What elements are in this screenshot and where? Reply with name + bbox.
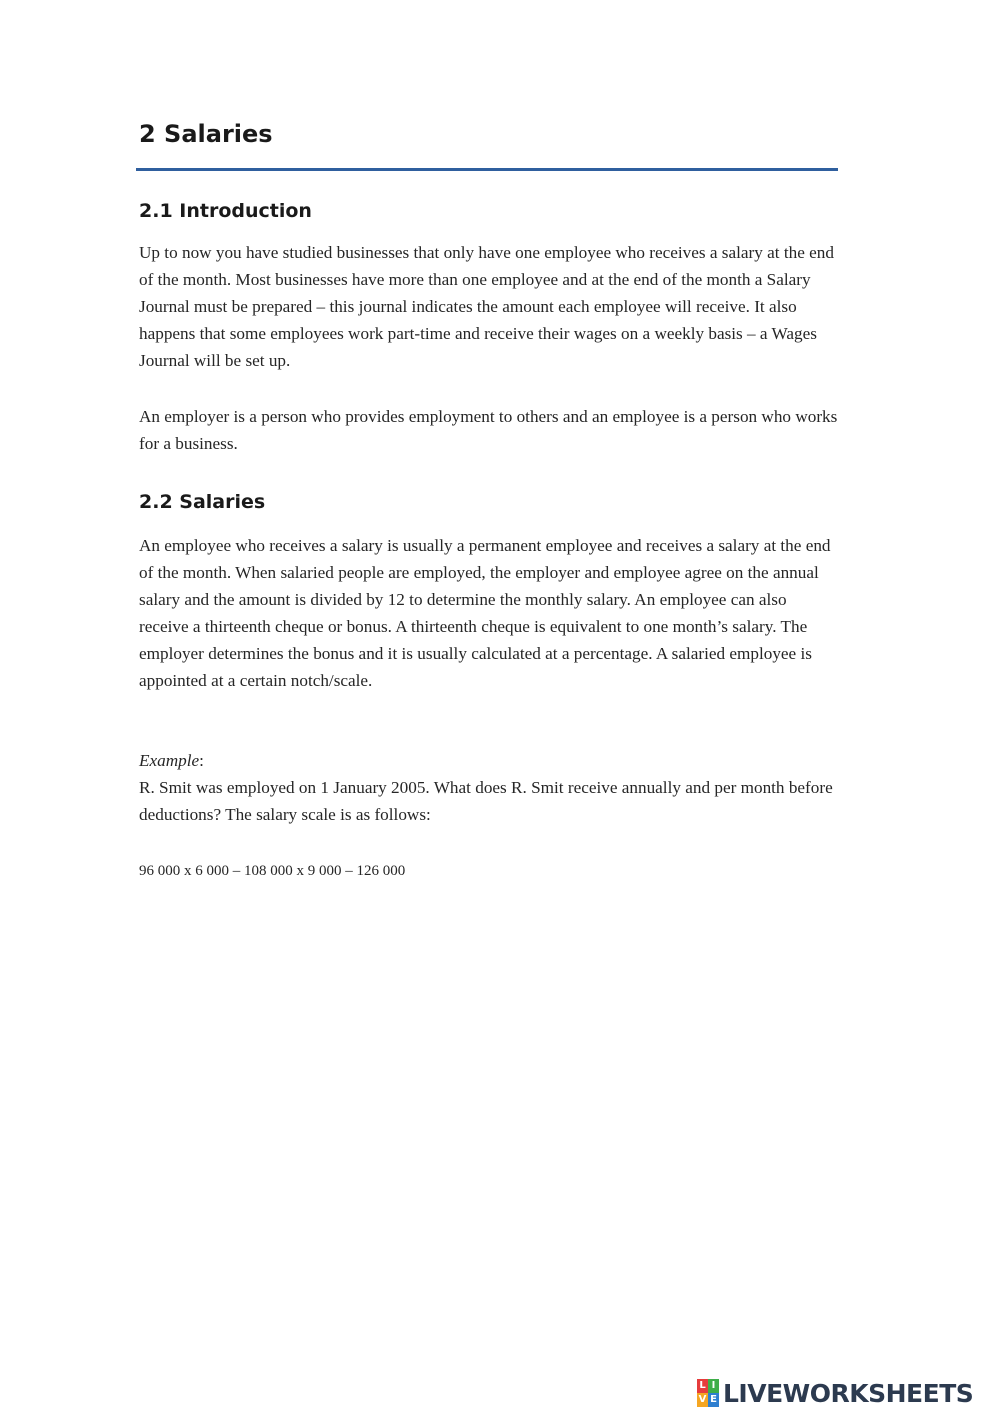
- example-text: R. Smit was employed on 1 January 2005. What does R. Smit receive annually and per month before deductions? The salary scale is as follows:: [139, 778, 833, 824]
- title-divider: [136, 168, 838, 171]
- salaries-paragraph: An employee who receives a salary is usually a permanent employee and receives a salary at the end of the month. When salaried people are employed, the employer and employee agree on the annual salary and the amount is divided by 12 to determine the monthly salary. An employee can also receive a thirteenth cheque or bonus. A thirteenth cheque is equivalent to one month’s salary. The employer determines the bonus and it is usually calculated at a percentage. A salaried employee is appointed at a certain notch/scale.: [139, 536, 831, 690]
- salary-scale: 96 000 x 6 000 – 108 000 x 9 000 – 126 000: [139, 863, 406, 879]
- liveworksheets-logo-icon: [697, 1379, 719, 1407]
- chapter-title: 2 Salaries: [139, 120, 273, 148]
- example-label: [139, 747, 204, 774]
- introduction-paragraph-1: Up to now you have studied businesses that only have one employee who receives a salary at the end of the month. Most businesses have more than one employee and at the end of the month a Salary Journal must be prepared – this journal indicates the amount each employee will receive. It also happens that some employees work part-time and receive their wages on a weekly basis – a Wages Journal will be set up.: [139, 243, 834, 370]
- logo-letter-e: E: [708, 1393, 719, 1407]
- section-heading-salaries: 2.2 Salaries: [139, 491, 266, 513]
- liveworksheets-brand: [697, 1377, 973, 1409]
- logo-letter-i: I: [708, 1379, 719, 1393]
- introduction-paragraph-2: An employer is a person who provides employment to others and an employee is a person who works for a business.: [139, 407, 838, 453]
- section-heading-introduction: 2.1 Introduction: [139, 200, 312, 222]
- example-label-colon: :: [199, 751, 204, 770]
- brand-name: LIVEWORKSHEETS: [723, 1378, 974, 1408]
- logo-letter-v: V: [698, 1394, 707, 1405]
- example-label-text: Example: [139, 751, 200, 770]
- logo-letter-l: L: [697, 1379, 708, 1393]
